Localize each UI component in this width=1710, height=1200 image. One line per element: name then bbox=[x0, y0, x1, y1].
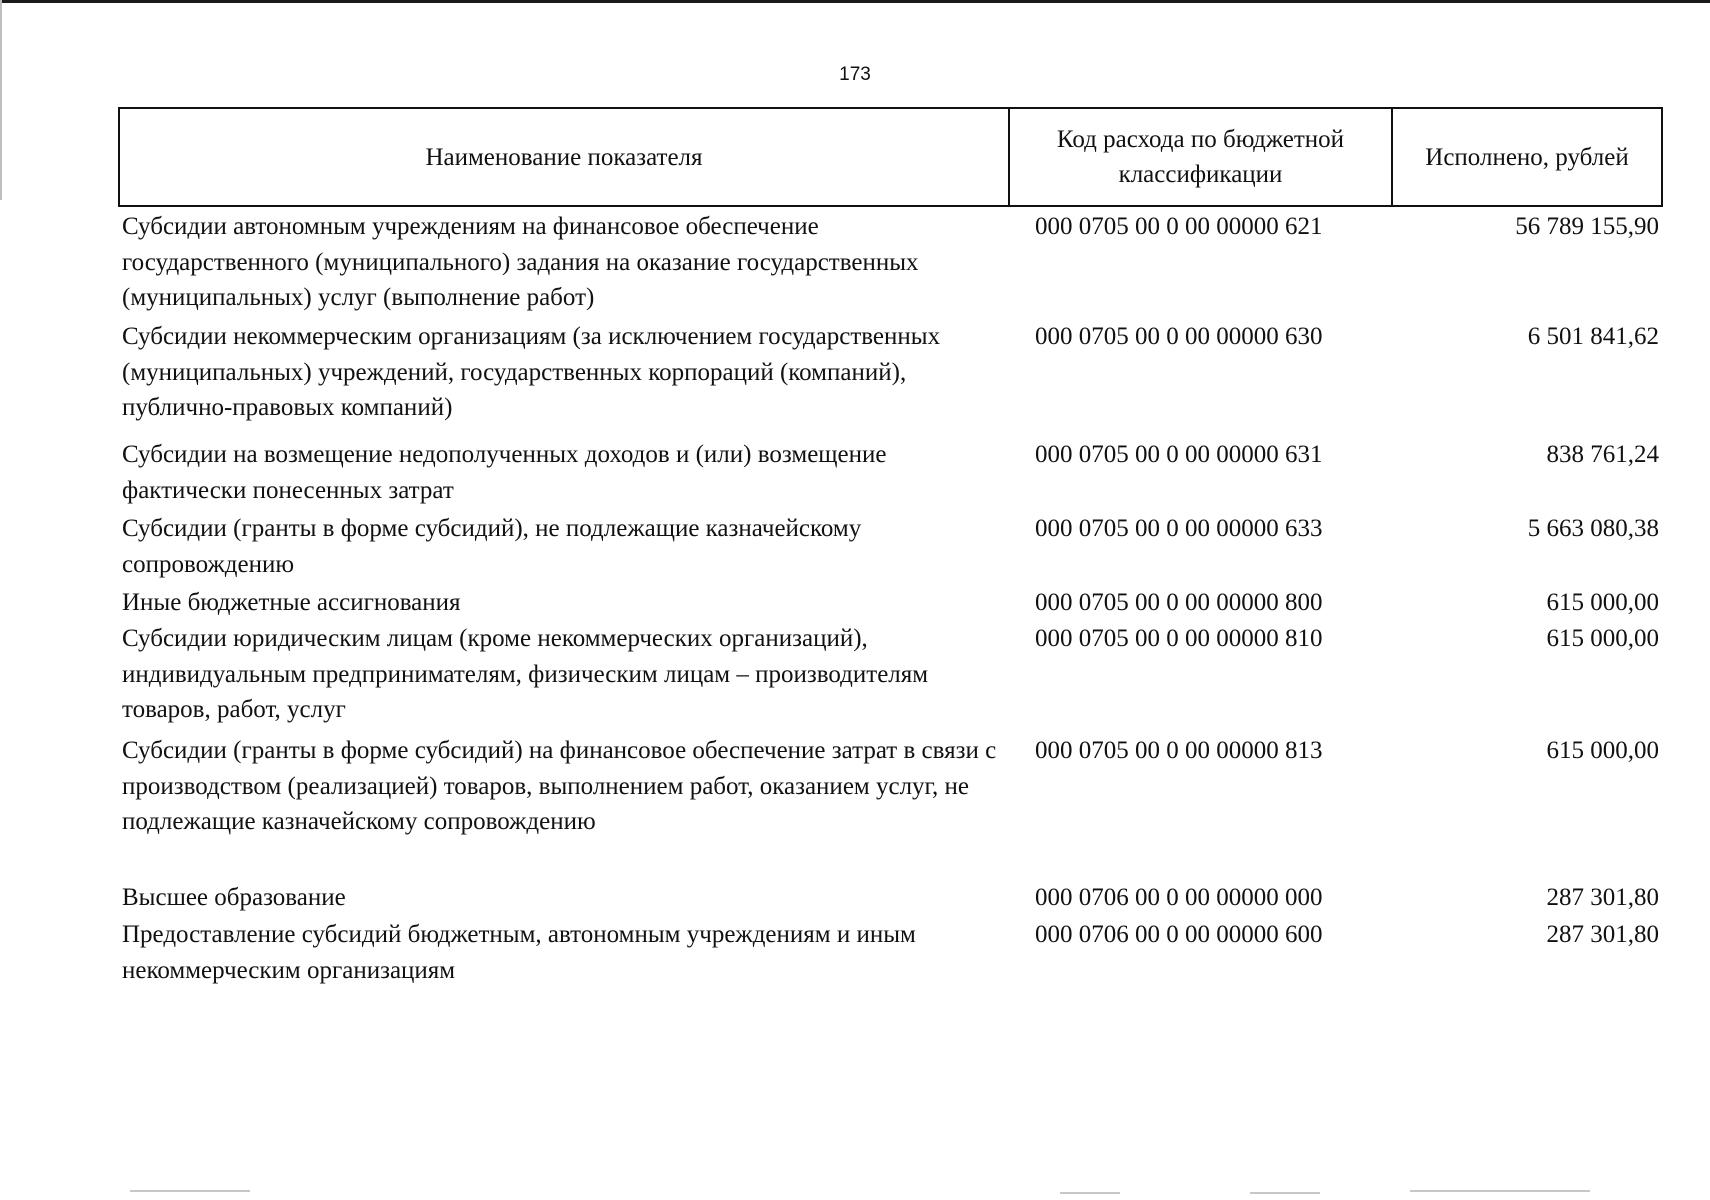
row-code: 000 0705 00 0 00 00000 810 bbox=[1035, 625, 1323, 652]
row-code: 000 0705 00 0 00 00000 800 bbox=[1035, 589, 1323, 616]
row-code: 000 0705 00 0 00 00000 813 bbox=[1035, 737, 1323, 764]
row-name: Высшее образование bbox=[122, 884, 346, 911]
row-amount: 615 000,00 bbox=[1546, 625, 1659, 652]
row-code: 000 0705 00 0 00 00000 621 bbox=[1035, 213, 1323, 240]
row-code: 000 0706 00 0 00 00000 000 bbox=[1035, 884, 1323, 911]
row-code: 000 0705 00 0 00 00000 630 bbox=[1035, 323, 1323, 350]
row-code: 000 0706 00 0 00 00000 600 bbox=[1035, 921, 1323, 948]
table-header bbox=[118, 107, 1663, 207]
row-name: Иные бюджетные ассигнования bbox=[122, 589, 461, 616]
row-name: Субсидии на возмещение недополученных доходов и (или) возмещение фактически понесенных затрат bbox=[122, 441, 887, 504]
scan-artifact bbox=[130, 1190, 250, 1192]
row-name: Субсидии юридическим лицам (кроме некоммерческих организаций), индивидуальным предпринимателям, физическим лицам – производителям товаров, работ, услуг bbox=[122, 625, 929, 723]
row-amount: 56 789 155,90 bbox=[1515, 213, 1659, 240]
row-amount: 615 000,00 bbox=[1546, 737, 1659, 764]
scan-left-border bbox=[0, 0, 2, 200]
scan-artifact bbox=[1250, 1192, 1320, 1194]
row-name: Субсидии (гранты в форме субсидий) на финансовое обеспечение затрат в связи с производством (реализацией) товаров, выполнением работ, оказанием услуг, не подлежащие казначейскому сопровождению bbox=[122, 737, 997, 835]
row-amount: 287 301,80 bbox=[1546, 921, 1659, 948]
row-amount: 6 501 841,62 bbox=[1527, 323, 1659, 350]
row-amount: 287 301,80 bbox=[1546, 884, 1659, 911]
row-amount: 5 663 080,38 bbox=[1527, 515, 1659, 542]
row-code: 000 0705 00 0 00 00000 633 bbox=[1035, 515, 1323, 542]
row-amount: 615 000,00 bbox=[1546, 589, 1659, 616]
scan-artifact bbox=[1060, 1192, 1120, 1194]
scan-artifact bbox=[1410, 1190, 1590, 1192]
page-number: 173 bbox=[839, 64, 871, 85]
scan-top-border bbox=[0, 0, 1710, 3]
row-name: Предоставление субсидий бюджетным, автономным учреждениям и иным некоммерческим организациям bbox=[122, 921, 916, 984]
row-name: Субсидии автономным учреждениям на финансовое обеспечение государственного (муниципального) задания на оказание государственных (муниципальных) услуг (выполнение работ) bbox=[122, 213, 919, 311]
row-name: Субсидии (гранты в форме субсидий), не подлежащие казначейскому сопровождению bbox=[122, 515, 862, 578]
header-name: Наименование показателя bbox=[120, 109, 1010, 205]
row-amount: 838 761,24 bbox=[1546, 441, 1659, 468]
header-amount: Исполнено, рублей bbox=[1425, 143, 1629, 171]
header-code: Код расхода по бюджетной классификации bbox=[1010, 109, 1393, 205]
row-name: Субсидии некоммерческим организациям (за исключением государственных (муниципальных) учреждений, государственных корпораций (компаний), публично-правовых компаний) bbox=[122, 323, 941, 421]
row-code: 000 0705 00 0 00 00000 631 bbox=[1035, 441, 1323, 468]
